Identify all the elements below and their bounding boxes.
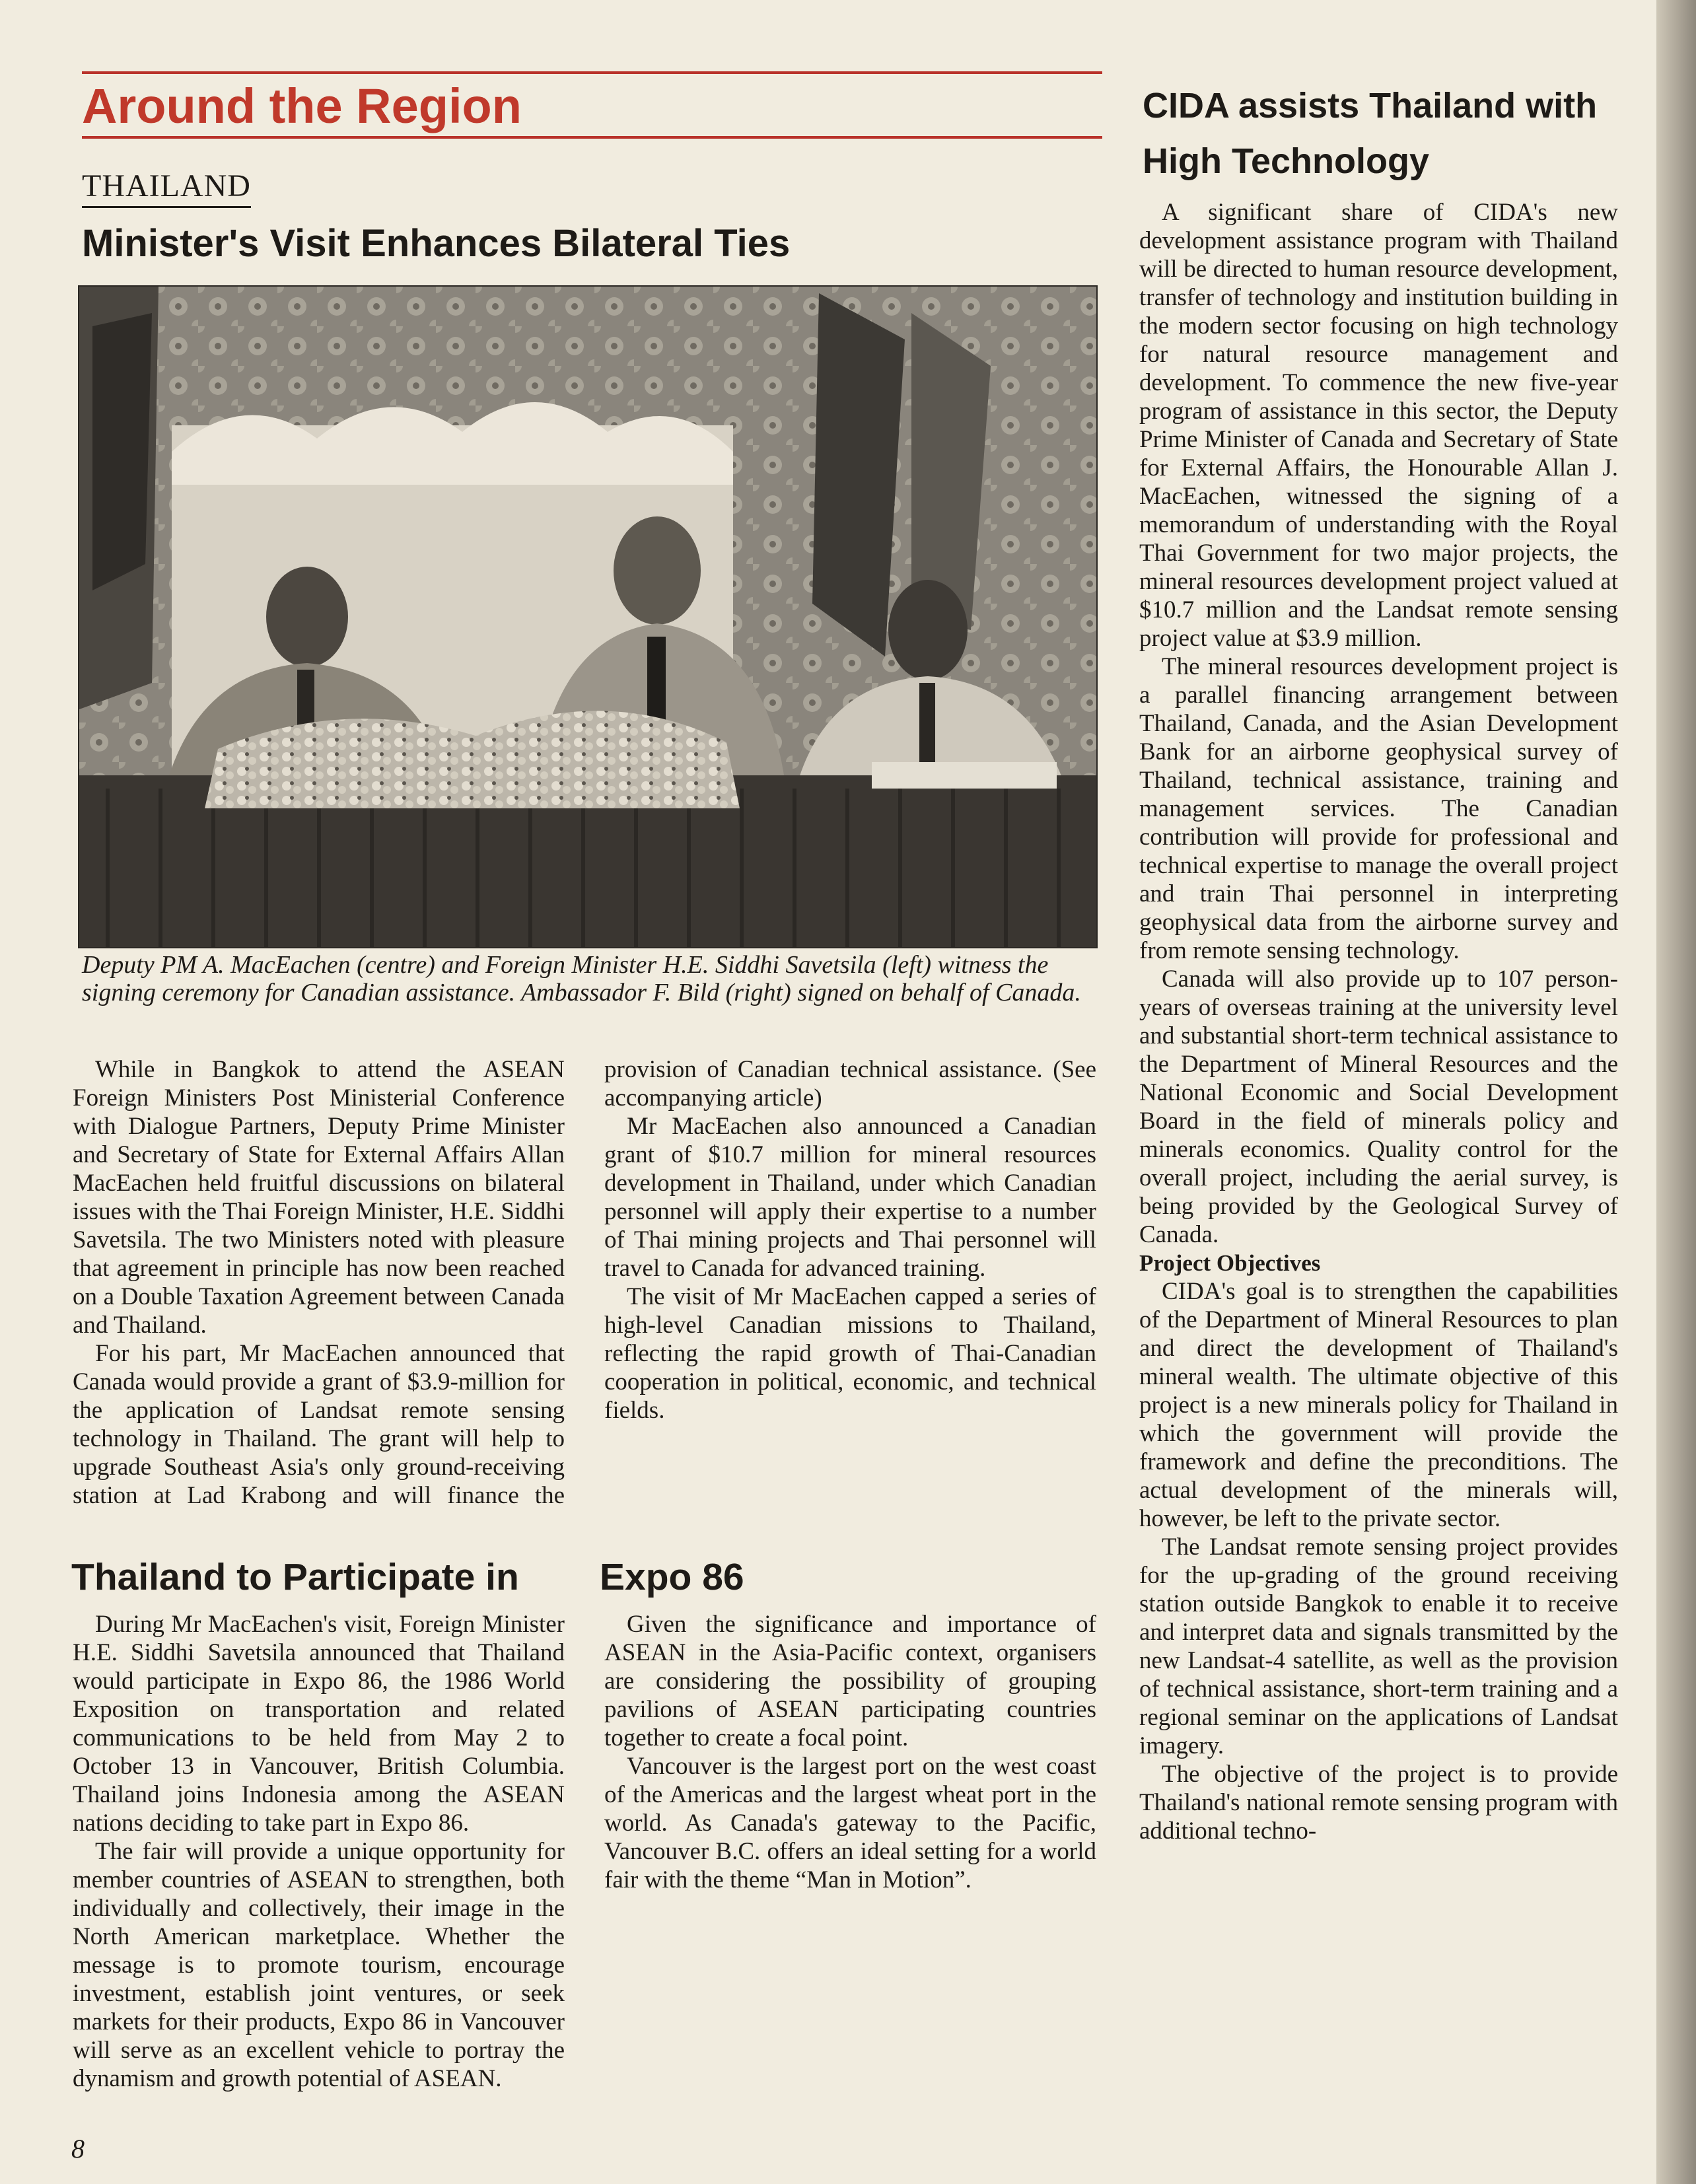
expo-paragraph: Given the significance and importance of ASEAN in the Asia-Pacific context, organisers are considering the possibility of grouping pavilions of ASEAN participating countries together to create a focal point. xyxy=(604,1611,1096,1751)
section-title: Around the Region xyxy=(82,79,522,133)
headline-expo-part2: Expo 86 xyxy=(600,1556,744,1598)
page-edge-shadow xyxy=(1656,0,1696,2184)
header-rule-top xyxy=(82,71,1102,74)
expo-paragraph: During Mr MacEachen's visit, Foreign Minister H.E. Siddhi Savetsila announced that Thailand would participate in Expo 86, the 1986 World Exposition on transportation and related communications to be held from May 2 to October 13 in Vancouver, British Columbia. Thailand joins Indonesia among the ASEAN nations deciding to take part in Expo 86. xyxy=(73,1611,565,1837)
expo-paragraph: The fair will provide a unique opportunity for member countries of ASEAN to strengthen, both individually and collectively, their image in the North American marketplace. Whether the message is to promote tourism, encourage investment, establish joint ventures, or seek markets for their products, Expo 86 in Vancouver will serve as an excellent vehicle to portray the dynamism and growth potential of ASEAN. xyxy=(73,1838,565,2092)
cida-paragraph: The Landsat remote sensing project provides for the up-grading of the ground receiving station outside Bangkok to enable it to receive and interpret data and signals transmitted by the new Landsat-4 satellite, as well as the provision of technical assistance, short-term training and a regional seminar on the applications of Landsat imagery. xyxy=(1139,1533,1618,1759)
header-rule-bottom xyxy=(82,136,1102,139)
photo-illustration xyxy=(79,287,1096,947)
minister-paragraph: The visit of Mr MacEachen capped a series of high-level Canadian missions to Thailand, reflecting the rapid growth of Thai-Canadian cooperation in political, economic, and technical fields. xyxy=(604,1283,1096,1424)
signing-folder xyxy=(872,762,1057,789)
country-label: THAILAND xyxy=(82,168,251,208)
headline-cida: CIDA assists Thailand with High Technology xyxy=(1143,86,1598,181)
cida-paragraph: Canada will also provide up to 107 person-years of overseas training at the university level and substantial short-term technical assistance to the Department of Mineral Resources and the National Economic and Social Development Board in the field of minerals policy and minerals economics. Quality control for the overall project, including the aerial survey, is being provided by the Geological Survey of Canada. xyxy=(1139,966,1618,1248)
minister-paragraph: Mr MacEachen also announced a Canadian grant of $10.7 million for mineral resources development in Thailand, under which Canadian personnel will apply their expertise to a number of Thai mining projects and Thai personnel will travel to Canada for advanced training. xyxy=(604,1113,1096,1282)
signing-ceremony-photo xyxy=(78,285,1098,948)
cida-paragraph: The objective of the project is to provide Thailand's national remote sensing program with additional techno- xyxy=(1139,1761,1618,1845)
cida-paragraph: The mineral resources development project is a parallel financing arrangement between Thailand, Canada, and the Asian Development Bank for an airborne geophysical survey of Thailand, technical assistance, training and management services. The Canadian contribution will provide for professional and technical expertise to manage the overall project and train Thai personnel in interpreting geophysical data from the airborne survey and from remote sensing technology. xyxy=(1139,653,1618,964)
minister-article-body xyxy=(73,1055,1096,1544)
expo-article-body xyxy=(73,1610,1096,2099)
headline-minister-visit: Minister's Visit Enhances Bilateral Ties xyxy=(82,222,791,265)
minister-paragraph: While in Bangkok to attend the ASEAN Foreign Ministers Post Ministerial Conference with Dialogue Partners, Deputy Prime Minister and Secretary of State for External Affairs Allan MacEachen held fruitful discussions on bilateral issues with the Thai Foreign Minister, H.E. Siddhi Savetsila. The two Ministers noted with pleasure that agreement in principle has now been reached on a Double Taxation Agreement between Canada and Thailand. xyxy=(73,1056,565,1339)
headline-expo-part1: Thailand to Participate in xyxy=(71,1556,519,1598)
page-number: 8 xyxy=(71,2134,85,2164)
subhead-project-objectives: Project Objectives xyxy=(1139,1250,1321,1276)
photo-caption: Deputy PM A. MacEachen (centre) and Foreign Minister H.E. Siddhi Savetsila (left) witness the signing ceremony for Canadian assistance. Ambassador F. Bild (right) signed on behalf of Canada. xyxy=(82,951,1081,1006)
cida-article-body xyxy=(1139,198,1618,2107)
cida-paragraph: A significant share of CIDA's new development assistance program with Thailand will be directed to human resource development, transfer of technology and institution building in the modern sector focusing on high technology for natural resource management and development. To commence the new five-year program of assistance in this sector, the Deputy Prime Minister of Canada and Secretary of State for External Affairs, the Honourable Allan J. MacEachen, witnessed the signing of a memorandum of understanding with the Royal Thai Government for two major projects, the mineral resources development project valued at $10.7 million and the Landsat remote sensing project value at $3.9 million. xyxy=(1139,199,1618,652)
expo-paragraph: Vancouver is the largest port on the west coast of the Americas and the largest wheat port in the world. As Canada's gateway to the Pacific, Vancouver B.C. offers an ideal setting for a world fair with the theme “Man in Motion”. xyxy=(604,1753,1096,1893)
minister-paragraph: For his part, Mr MacEachen announced that Canada would provide a grant of $3.9-million for the application of Landsat remote sensing technology in Thailand. The grant will help to upgrade Southeast Asia's only ground-receiving station at Lad Krabong and will finance the provision of Canadian technical assistance. (See accompanying article) xyxy=(73,1056,1096,1509)
cida-paragraph: CIDA's goal is to strengthen the capabilities of the Department of Mineral Resources to plan and direct the development of Thailand's mineral wealth. The ultimate objective of this project is a new minerals policy for Thailand in which the government will provide the framework and define the preconditions. The actual development of the minerals will, however, be left to the private sector. xyxy=(1139,1278,1618,1532)
